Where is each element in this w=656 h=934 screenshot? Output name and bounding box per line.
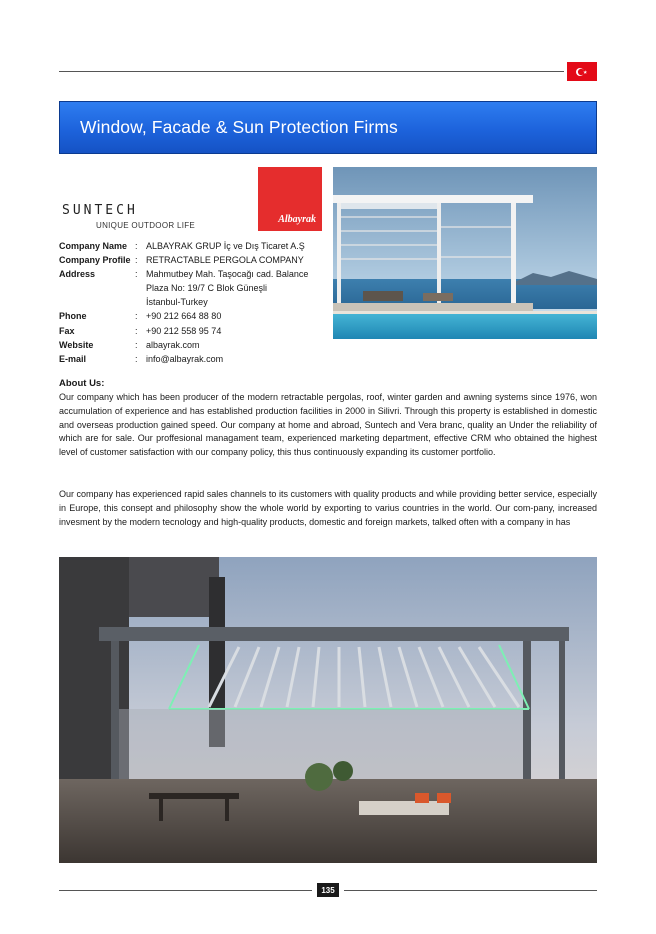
info-value: Mahmutbey Mah. Taşocağı cad. Balance bbox=[146, 269, 309, 280]
email-link[interactable]: info@albayrak.com bbox=[146, 353, 224, 364]
info-label: E-mail bbox=[59, 353, 87, 364]
info-label: Company Name bbox=[59, 241, 128, 251]
info-separator: : bbox=[135, 269, 138, 280]
about-paragraph-2: Our company has experienced rapid sales channels to its customers with quality products and while providing better service, especially in Europe, this consept and philosophy show the whole world by exporting to varius countries in the world. Our com-pany, increased invesment by the modern tecnology and high-quality products, domestic and foreign markets, talked often with a company in has bbox=[59, 489, 597, 527]
pergola-pool-photo bbox=[333, 167, 597, 339]
info-value: RETRACTABLE PERGOLA COMPANY bbox=[146, 255, 304, 266]
info-value: Plaza No: 19/7 C Blok Güneşli bbox=[146, 283, 268, 294]
info-value: +90 212 664 88 80 bbox=[146, 311, 222, 322]
glass-pergola-photo bbox=[59, 557, 597, 863]
info-value: ALBAYRAK GRUP İç ve Dış Ticaret A.Ş bbox=[146, 241, 305, 251]
albayrak-logo-text: Albayrak bbox=[278, 214, 316, 225]
info-label: Website bbox=[59, 339, 94, 350]
info-row-address bbox=[59, 267, 346, 281]
footer-rule-right bbox=[344, 890, 597, 891]
info-row-company-profile bbox=[59, 253, 346, 267]
info-label: Company Profile bbox=[59, 255, 131, 266]
about-paragraph-1: Our company which has been producer of the modern retractable pergolas, roof, winter garden and awning systems since 1976, won accumulation of experience and has established production facilities in 2000 in Silivri. Through this property is established in domestic and overseas production gained speed. Our company at home and abroad, Suntech and Vera branc, quality an Under the reliability of which are for sale. Our proffesional managament team, experienced marketing department, effective CRM who obtained the highest level of customer satisfaction with our company policy, this thus continuously expanding its customer portfolio. bbox=[59, 392, 597, 458]
info-separator bbox=[135, 295, 146, 309]
section-banner bbox=[59, 101, 597, 154]
info-row-company-name bbox=[59, 239, 346, 253]
info-row-fax bbox=[59, 324, 346, 338]
header-rule bbox=[59, 71, 564, 72]
info-value: +90 212 558 95 74 bbox=[146, 325, 222, 336]
info-label: Fax bbox=[59, 325, 75, 336]
suntech-logo: SUNTECH bbox=[62, 203, 138, 218]
info-separator: : bbox=[135, 241, 138, 251]
info-separator: : bbox=[135, 325, 138, 336]
info-row-address-line3 bbox=[59, 295, 346, 309]
info-value: İstanbul-Turkey bbox=[146, 297, 208, 308]
info-label bbox=[59, 295, 135, 309]
info-separator: : bbox=[135, 311, 138, 322]
info-label: Address bbox=[59, 269, 96, 280]
info-row-address-line2 bbox=[59, 281, 346, 295]
page-number: 135 bbox=[317, 883, 339, 897]
info-separator: : bbox=[135, 353, 138, 364]
info-row-website bbox=[59, 338, 346, 352]
info-separator: : bbox=[135, 339, 138, 350]
info-separator: : bbox=[135, 255, 138, 266]
suntech-tagline: UNIQUE OUTDOOR LIFE bbox=[96, 221, 196, 230]
footer-rule-left bbox=[59, 890, 312, 891]
info-separator bbox=[135, 281, 146, 295]
about-heading: About Us: bbox=[59, 378, 105, 389]
company-info-table bbox=[59, 239, 346, 366]
albayrak-logo bbox=[258, 167, 322, 231]
info-row-phone bbox=[59, 309, 346, 323]
info-label: Phone bbox=[59, 311, 87, 322]
info-row-email bbox=[59, 352, 346, 366]
website-link[interactable]: albayrak.com bbox=[146, 339, 200, 350]
banner-title: Window, Facade & Sun Protection Firms bbox=[80, 117, 398, 137]
info-label bbox=[59, 281, 135, 295]
turkey-flag-icon bbox=[567, 62, 597, 81]
